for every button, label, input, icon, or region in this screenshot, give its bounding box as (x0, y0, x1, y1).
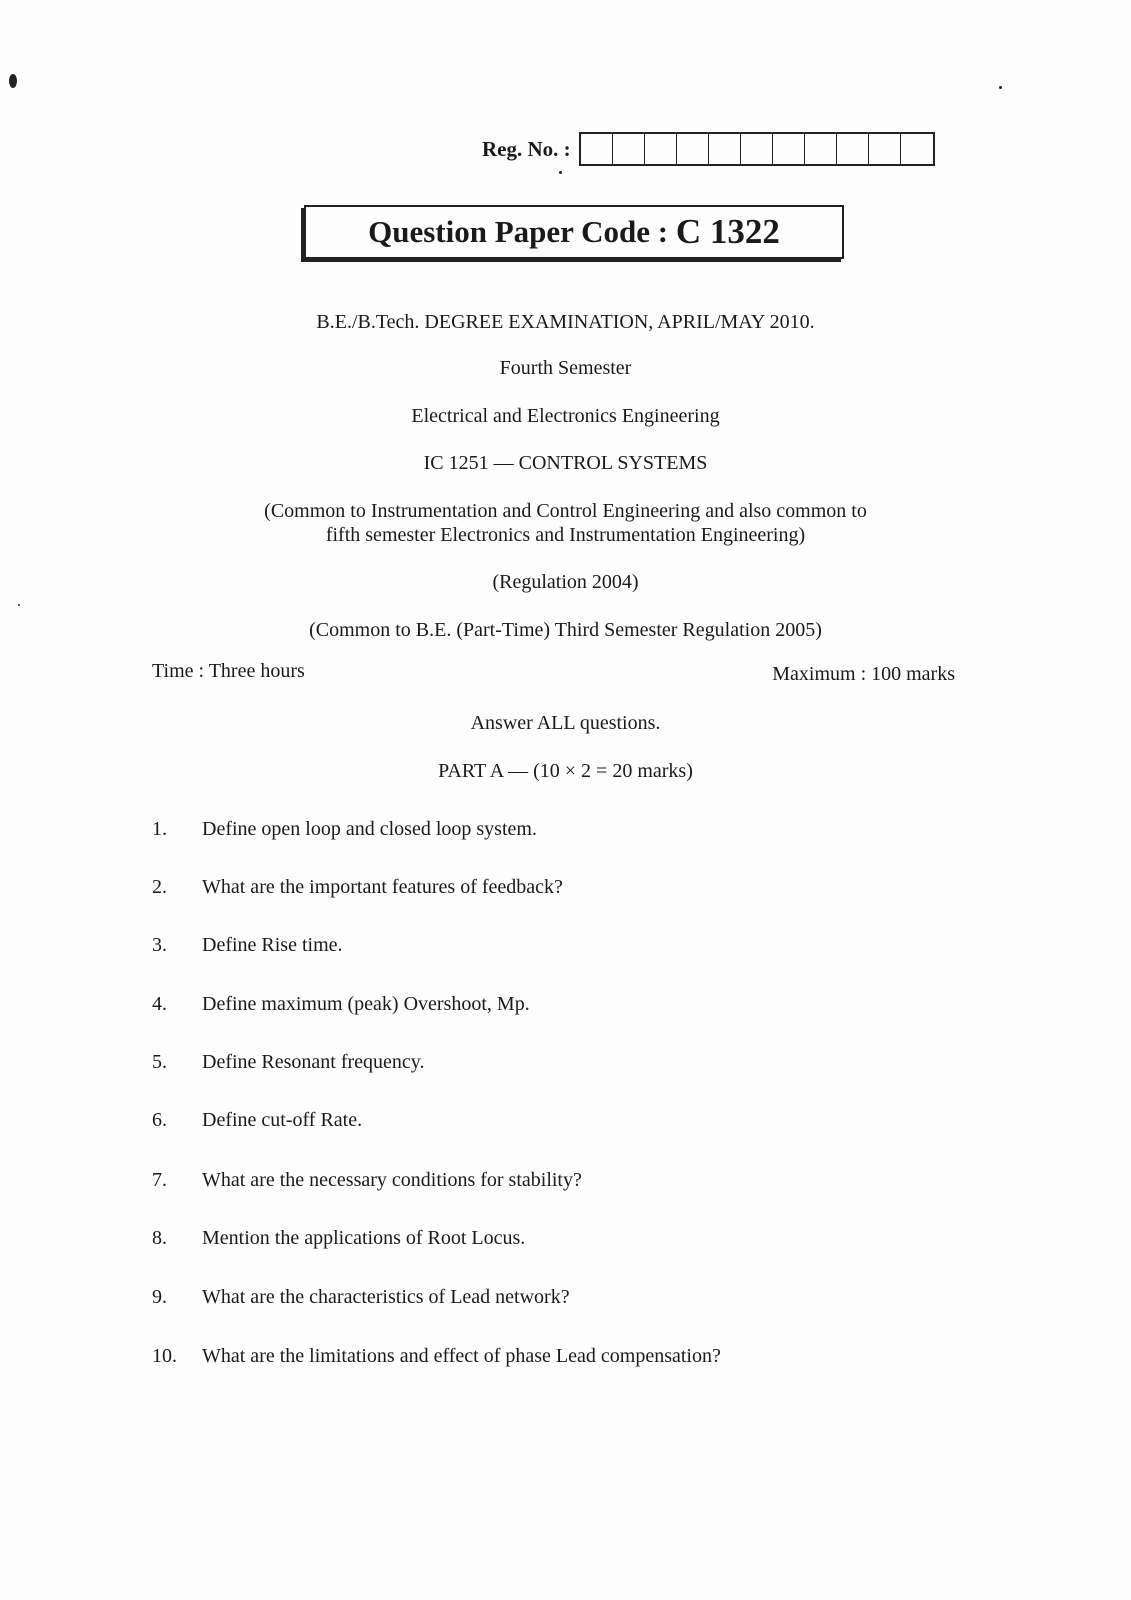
scan-speck (18, 604, 20, 606)
question-number: 5. (152, 1051, 167, 1073)
question-text: Define Resonant frequency. (202, 1051, 425, 1073)
reg-no-box (709, 134, 741, 164)
question-item (152, 1345, 721, 1368)
question-paper-code-box (304, 205, 844, 259)
question-text: What are the characteristics of Lead network? (202, 1286, 570, 1308)
question-number: 6. (152, 1109, 167, 1131)
question-text: Define Rise time. (202, 934, 343, 956)
instructions: Answer ALL questions. (470, 712, 661, 734)
question-item (152, 993, 530, 1016)
question-number: 7. (152, 1169, 167, 1191)
question-item (152, 1286, 570, 1309)
reg-no-boxes (579, 132, 935, 166)
question-number: 2. (152, 876, 167, 898)
common-note-line2: fifth semester Electronics and Instrumentation Engineering) (325, 524, 806, 546)
question-number: 10. (152, 1345, 177, 1367)
question-number: 9. (152, 1286, 167, 1308)
reg-no-field (482, 132, 935, 166)
question-text: What are the necessary conditions for stability? (202, 1169, 582, 1191)
reg-no-box (901, 134, 933, 164)
reg-no-box (837, 134, 869, 164)
part-a-title: PART A — (10 × 2 = 20 marks) (438, 760, 693, 782)
reg-no-box (741, 134, 773, 164)
reg-no-box (805, 134, 837, 164)
reg-no-box (581, 134, 613, 164)
reg-no-box (773, 134, 805, 164)
question-item (152, 876, 563, 899)
question-item (152, 1109, 362, 1132)
question-number: 8. (152, 1227, 167, 1249)
question-item (152, 1227, 525, 1250)
question-text: What are the important features of feedback? (202, 876, 563, 898)
question-text: Define maximum (peak) Overshoot, Mp. (202, 993, 530, 1015)
paper-code-value: C 1322 (675, 212, 780, 251)
part-time-note: (Common to B.E. (Part-Time) Third Semester Regulation 2005) (309, 619, 822, 641)
question-number: 3. (152, 934, 167, 956)
exam-title: B.E./B.Tech. DEGREE EXAMINATION, APRIL/MAY 2010. (316, 311, 815, 333)
time-allowed: Time : Three hours (152, 660, 305, 682)
maximum-marks: Maximum : 100 marks (772, 663, 955, 685)
question-item (152, 1169, 582, 1192)
reg-no-box (613, 134, 645, 164)
question-text: What are the limitations and effect of phase Lead compensation? (202, 1345, 721, 1367)
question-number: 1. (152, 818, 167, 840)
reg-no-label: Reg. No. : (482, 136, 571, 161)
reg-no-box (677, 134, 709, 164)
subject-title: IC 1251 — CONTROL SYSTEMS (423, 452, 708, 474)
reg-no-box (645, 134, 677, 164)
question-item (152, 1051, 425, 1074)
question-item (152, 818, 537, 841)
common-note-line1: (Common to Instrumentation and Control Engineering and also common to (264, 500, 867, 522)
scan-speck (9, 74, 17, 88)
regulation: (Regulation 2004) (492, 571, 639, 593)
question-number: 4. (152, 993, 167, 1015)
reg-no-box (869, 134, 901, 164)
scan-speck (999, 86, 1002, 89)
question-text: Mention the applications of Root Locus. (202, 1227, 526, 1249)
branch: Electrical and Electronics Engineering (411, 405, 720, 427)
question-text: Define cut-off Rate. (202, 1109, 363, 1131)
paper-code-label: Question Paper Code : (368, 214, 669, 249)
question-text: Define open loop and closed loop system. (202, 818, 537, 840)
question-item (152, 934, 343, 957)
semester: Fourth Semester (499, 357, 632, 379)
scan-speck (559, 171, 562, 174)
